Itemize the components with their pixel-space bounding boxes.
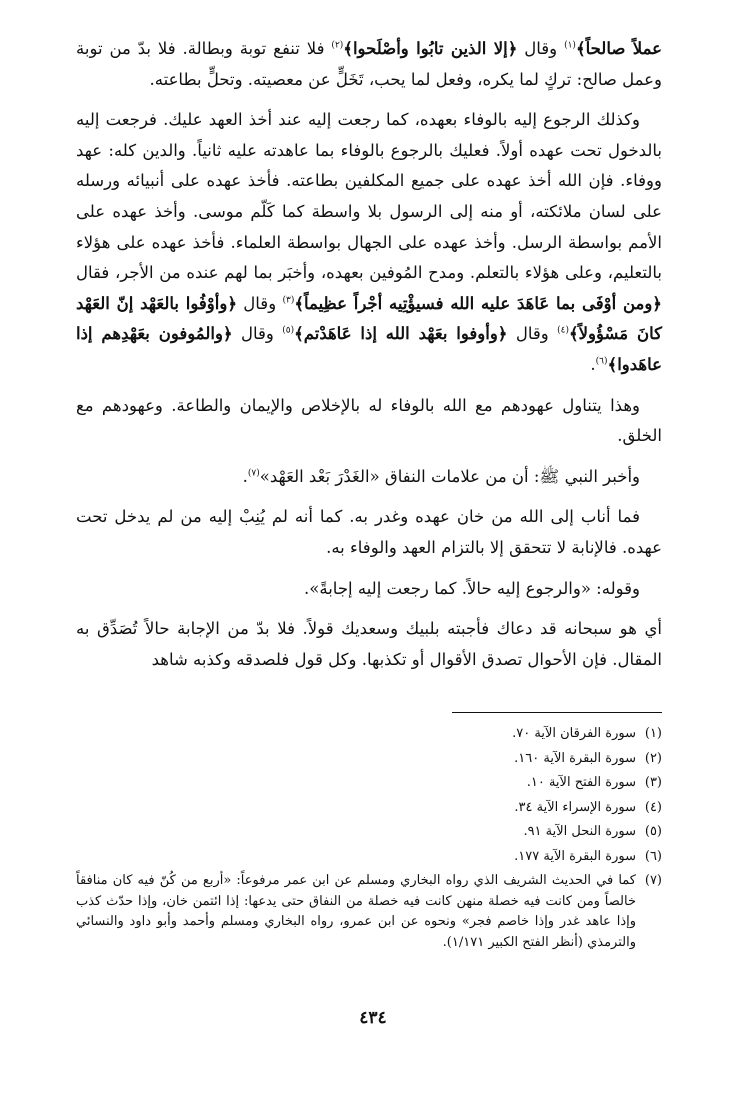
footnote-text: سورة البقرة الآية ١٦٠. [514, 750, 636, 766]
paragraph-1: عملاً صالحاً﴾$^{(١)}$ وقال ﴿إلا الذين تابُوا وأصْلَحوا﴾$^{(٢)}$ فلا تنفع توبة وبطالة. فلا بدّ من توبة وعمل صالح: تركٍ لما يكره، وفعل لما يحب، تَخَلٍّ عن معصيته. وتحلٍّ بطاعته. [76, 39, 662, 89]
p2-text-e: . [590, 354, 596, 374]
footnote-ref-4[interactable]: (٤) [557, 325, 569, 336]
footnote-text: كما في الحديث الشريف الذي رواه البخاري ومسلم عن ابن عمر مرفوعاً: «أربع من كُنّ فيه كان منافقاً خالصاً ومن كانت فيه خصلة منهن كانت فيه خصلة من النفاق حتى يدعها: إذا ائتمن خان، وإذا حدّث كذب وإذا عاهد غدر وإذا خاصم فجر» ونحوه عن ابن عمرو، رواه البخاري ومسلم وأحمد وأبو داود والنسائي والترمذي (أنظر الفتح الكبير ١/١٧١). [76, 873, 636, 950]
footnote-ref-7[interactable]: (٧) [247, 468, 260, 479]
footnote-item [76, 871, 662, 953]
footnote-ref-5[interactable]: (٥) [282, 325, 295, 336]
footnote-text: سورة الفتح الآية ١٠. [526, 775, 636, 790]
footnote-item [76, 749, 662, 770]
quran-quote-5: ﴿والمُوفون بعَهْدِهم إذا عاهَدوا﴾ [76, 324, 662, 374]
p2-text-b: وقال [237, 293, 283, 313]
footnote-item [76, 798, 662, 819]
p2-text-c: وقال [507, 324, 558, 344]
footnote-ref-1[interactable]: (١) [564, 40, 576, 51]
p4-text-a: وأخبر النبي ﷺ: أن من علامات النفاق «الغَدْرَ بَعْد العَهْد» [259, 466, 640, 486]
main-text [76, 34, 662, 685]
footnote-number: (٢) [644, 750, 662, 766]
page-number: ٤٣٤ [359, 1008, 387, 1028]
quran-quote-3: ﴿وأوْفُوا بالعَهْد إنّ العَهْد كانَ مَسْؤُولاً﴾ [76, 293, 662, 344]
quran-quote-4: ﴿وأوفوا بعَهْد الله إذا عَاهَدْتم﴾ [294, 324, 508, 344]
footnote-text: سورة البقرة الآية ١٧٧. [514, 848, 636, 864]
paragraph-5: فما أناب إلى الله من خان عهده وغدر به. كما أنه لم يُنِبْ إليه من لم يدخل تحت عهده. فالإنابة لا تتحقق إلا بالتزام العهد والوفاء به. [76, 507, 662, 557]
footnote-ref-3[interactable]: (٣) [282, 295, 295, 306]
footnotes-list [76, 724, 662, 957]
paragraph-2 [76, 105, 662, 380]
footnote-ref-2[interactable]: (٢) [331, 40, 344, 51]
p4-text-b: . [242, 466, 248, 486]
footnote-text: سورة النحل الآية ٩١. [523, 824, 636, 839]
footnote-number: (١) [644, 726, 662, 741]
paragraph-3: وهذا يتناول عهودهم مع الله بالوفاء له بالإخلاص والإيمان والطاعة. وعهودهم مع الخلق. [76, 395, 662, 446]
p2-text-a: وكذلك الرجوع إليه بالوفاء بعهده، كما رجعت إليه عند أخذ العهد عليك. فرجعت إليه بالدخول تحت عهده أولاً. فعليك بالرجوع بالوفاء بما عاهدته عليه ثانياً. والدين كله: عهد ووفاء. فإن الله أخذ عهده على جميع المكلفين بطاعته. فأخذ عهده على أنبيائه ورسله على لسان ملائكته، أو منه إلى الرسول بلا واسطة كما كَلّم موسى. وأخذ عهده على الأمم بواسطة الرسل. وأخذ عهده على الجهال بواسطة العلماء. فأخذ عهده على هؤلاء بالتعليم، وعلى هؤلاء بالتعلم. ومدح المُوفين بعهده، وأخبَر بما لهم عنده من الأجر، فقال [76, 110, 662, 283]
paragraph-7: أي هو سبحانه قد دعاك فأجبته بلبيك وسعديك قولاً. فلا بدّ من الإجابة حالاً تُصَدِّق به المقال. فإن الأحوال تصدق الأقوال أو تكذبها. وكل قول فلصدقه وكذبه شاهد [76, 619, 662, 669]
footnote-number: (٣) [644, 775, 662, 790]
paragraph-4 [76, 462, 662, 493]
footnote-item [76, 773, 662, 794]
footnote-number: (٧) [644, 873, 662, 888]
footnote-text: سورة الإسراء الآية ٣٤. [514, 799, 636, 815]
quran-quote-1: ﴿إلا الذين تابُوا وأصْلَحوا﴾ [343, 39, 518, 58]
footnote-text: سورة الفرقان الآية ٧٠. [512, 726, 636, 741]
footnote-number: (٦) [644, 848, 662, 864]
footnote-separator [452, 712, 662, 713]
footnote-number: (٤) [644, 799, 662, 815]
footnote-item [76, 847, 662, 868]
p1-text-c: فلا تنفع توبة وبطالة. فلا بدّ من توبة وعمل صالح: تركٍ لما يكره، وفعل لما يحب، تَخَلٍّ عن معصيته. وتحلٍّ بطاعته. [76, 39, 662, 89]
paragraph-6: وقوله: «والرجوع إليه حالاً. كما رجعت إليه إجابةً». [304, 578, 640, 598]
p1-lead: عملاً صالحاً [585, 39, 662, 58]
footnote-ref-6[interactable]: (٦) [595, 356, 608, 367]
footnote-item [76, 822, 662, 843]
p2-text-d: وقال [232, 324, 283, 344]
footnote-number: (٥) [644, 824, 662, 839]
quran-quote-2: ﴿ومن أوْفَى بما عَاهَدَ عليه الله فسيؤْتِيه أجْراً عظِيماً﴾ [294, 293, 662, 313]
footnote-item [76, 724, 662, 745]
p1-text-b: وقال [517, 39, 565, 58]
